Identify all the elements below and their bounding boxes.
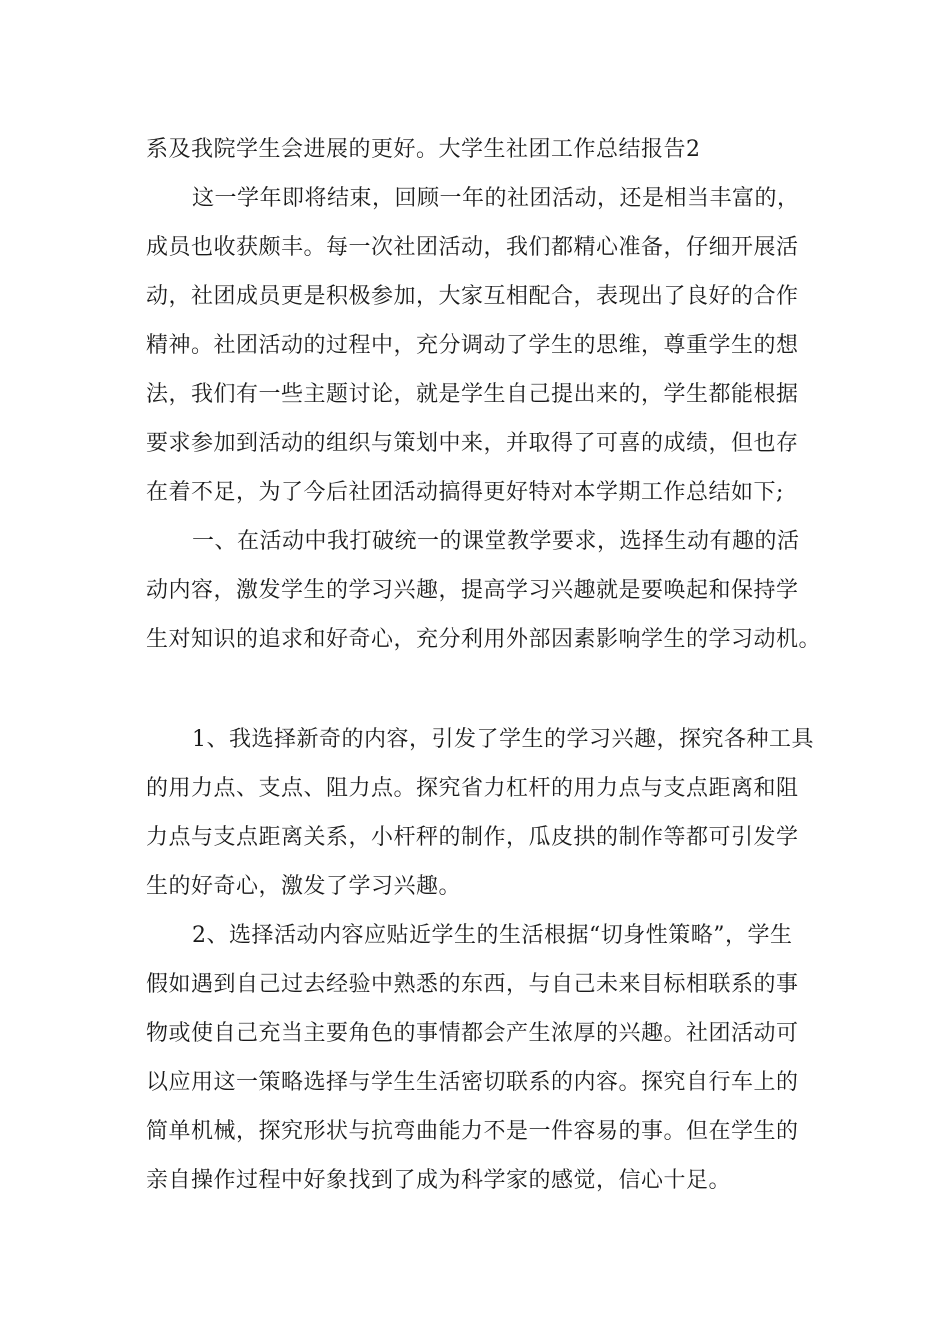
- text-line: 物或使自己充当主要角色的事情都会产生浓厚的兴趣。社团活动可: [146, 1021, 799, 1046]
- text-line: 动，社团成员更是积极参加，大家互相配合，表现出了良好的合作: [146, 284, 799, 309]
- text-line: 精神。社团活动的过程中，充分调动了学生的思维，尊重学生的想: [146, 333, 799, 358]
- text-line: 简单机械，探究形状与抗弯曲能力不是一件容易的事。但在学生的: [146, 1119, 799, 1144]
- text-line: 生对知识的追求和好奇心，充分利用外部因素影响学生的学习动机。: [146, 627, 822, 652]
- text-line: 系及我院学生会进展的更好。大学生社团工作总结报告2: [146, 137, 701, 162]
- text-line: 法，我们有一些主题讨论，就是学生自己提出来的，学生都能根据: [146, 382, 799, 407]
- text-line: 要求参加到活动的组织与策划中来，并取得了可喜的成绩，但也存: [146, 431, 799, 456]
- text-line: 动内容，激发学生的学习兴趣，提高学习兴趣就是要唤起和保持学: [146, 578, 799, 603]
- text-line: 假如遇到自己过去经验中熟悉的东西，与自己未来目标相联系的事: [146, 972, 799, 997]
- text-line: 亲自操作过程中好象找到了成为科学家的感觉，信心十足。: [146, 1168, 732, 1193]
- text-line: 力点与支点距离关系，小杆秤的制作，瓜皮拱的制作等都可引发学: [146, 825, 799, 850]
- text-line: 生的好奇心，激发了学习兴趣。: [146, 874, 462, 899]
- paragraph-first-line: 这一学年即将结束，回顾一年的社团活动，还是相当丰富的，: [192, 186, 800, 211]
- paragraph-first-line: 一、在活动中我打破统一的课堂教学要求，选择生动有趣的活: [192, 529, 800, 554]
- text-line: 以应用这一策略选择与学生生活密切联系的内容。探究自行车上的: [146, 1070, 799, 1095]
- paragraph-first-line: 1、我选择新奇的内容，引发了学生的学习兴趣，探究各种工具: [192, 727, 814, 752]
- text-line: 在着不足，为了今后社团活动搞得更好特对本学期工作总结如下;: [146, 480, 784, 505]
- text-line: 的用力点、支点、阻力点。探究省力杠杆的用力点与支点距离和阻: [146, 776, 799, 801]
- paragraph-first-line: 2、选择活动内容应贴近学生的生活根据“切身性策略”，学生: [192, 923, 793, 948]
- text-line: 成员也收获颇丰。每一次社团活动，我们都精心准备，仔细开展活: [146, 235, 799, 260]
